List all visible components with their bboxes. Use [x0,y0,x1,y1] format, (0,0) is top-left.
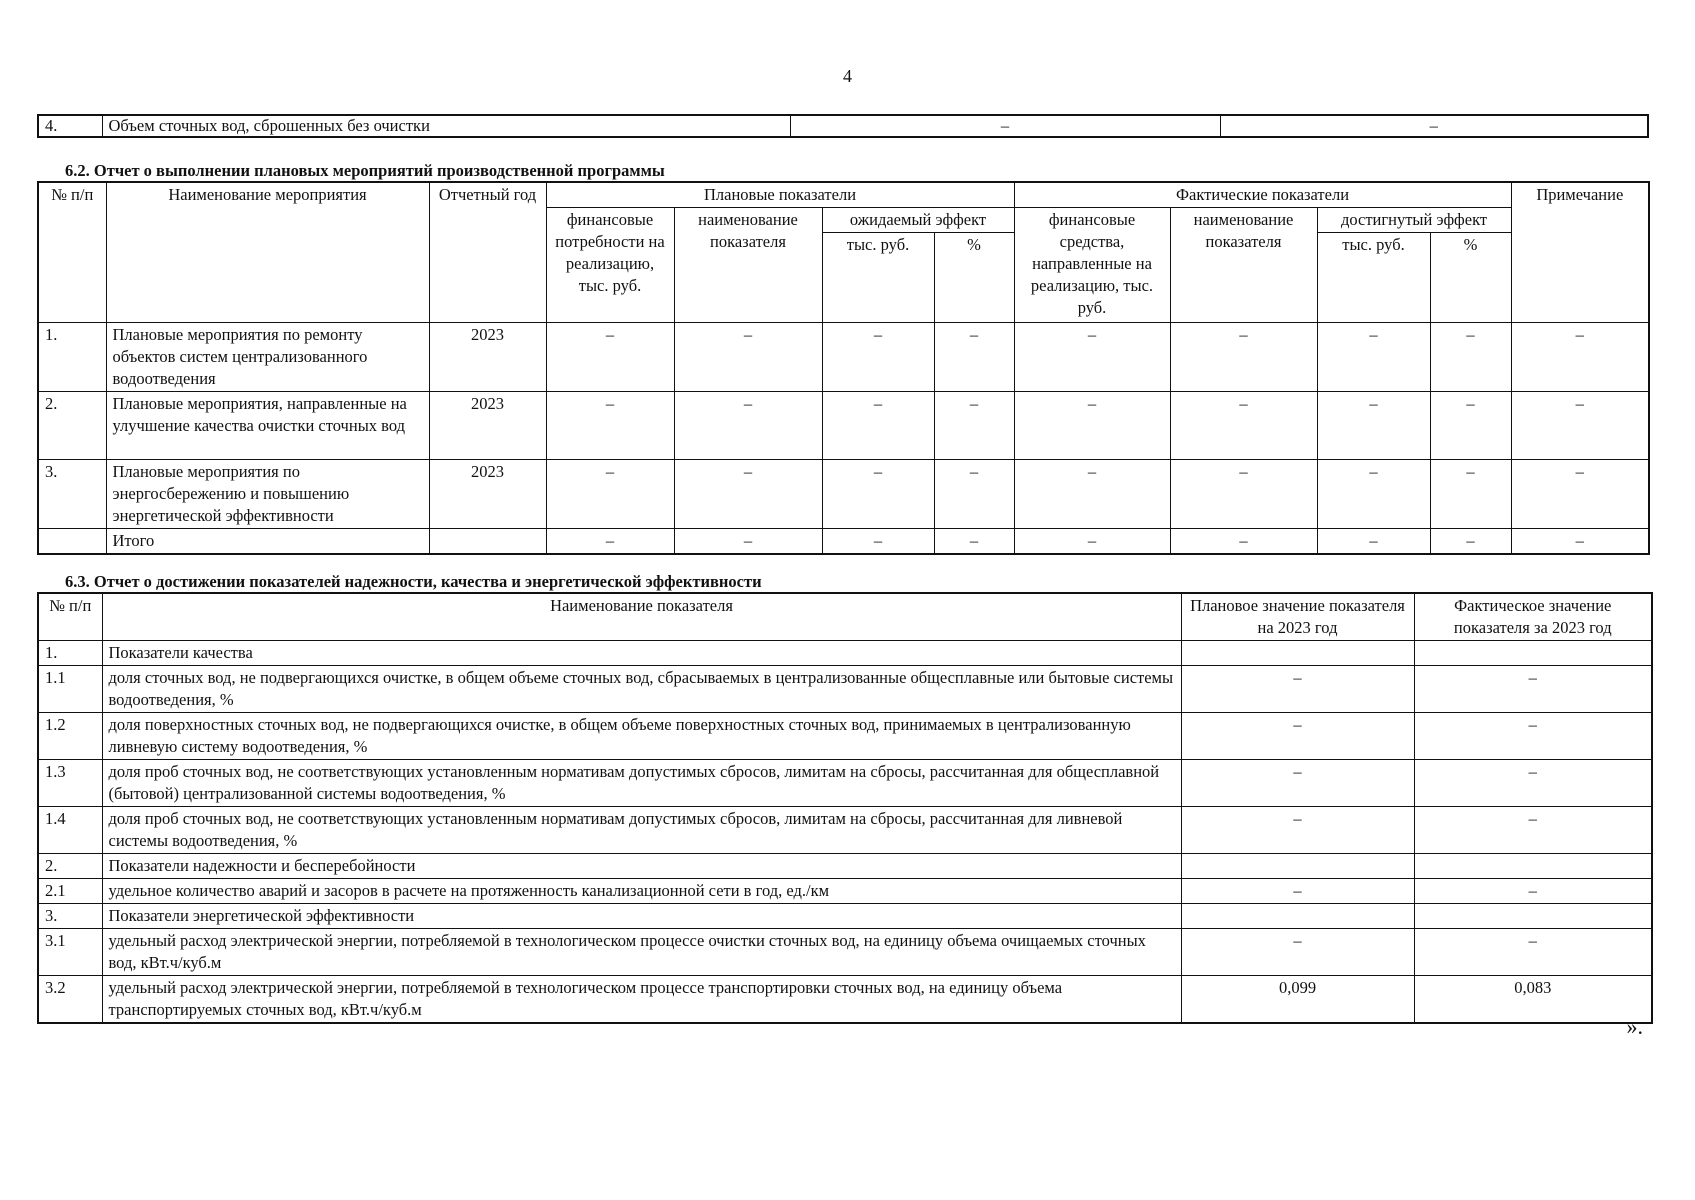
fact-value: 0,083 [1414,976,1652,1024]
cell: – [822,460,934,529]
col-name-header: Наименование показателя [102,593,1181,641]
fact-indicator-header: наименование показателя [1170,208,1317,323]
row-name: Показатели энергетической эффективности [102,904,1181,929]
row-number [38,529,106,555]
table-row [38,976,1652,1024]
fact-value [1414,854,1652,879]
col-name-header: Наименование мероприятия [106,182,429,323]
fact-value: – [1414,760,1652,807]
plan-value: – [1181,713,1414,760]
cell: – [1170,529,1317,555]
cell: – [674,323,822,392]
section-6-3-title: 6.3. Отчет о достижении показателей надежности, качества и энергетической эффективности [65,572,762,591]
plan-value: – [1181,879,1414,904]
row-year: 2023 [429,323,546,392]
cell: – [546,529,674,555]
table-row [38,904,1652,929]
page-number: 4 [843,66,852,86]
row-number: 2.1 [38,879,102,904]
row-name: доля сточных вод, не подвергающихся очистке, в общем объеме сточных вод, сбрасываемых в централизованные общесплавные или бытовые системы водоотведения, % [102,666,1181,713]
fact-value: – [1414,807,1652,854]
fact-value: – [1414,929,1652,976]
fact-value [1414,904,1652,929]
plan-effect-header: ожидаемый эффект [822,208,1014,233]
table-row [38,760,1652,807]
cell: – [1317,323,1430,392]
row-name: удельный расход электрической энергии, потребляемой в технологическом процессе очистки сточных вод, на единицу объема очищаемых сточных вод, кВт.ч/куб.м [102,929,1181,976]
cell: – [546,323,674,392]
plan-value: – [1181,760,1414,807]
table-row [38,323,1649,392]
cell: – [1430,323,1511,392]
cell: – [1317,529,1430,555]
cell: – [1511,323,1649,392]
row-number: 1. [38,641,102,666]
total-label: Итого [106,529,429,555]
table-row [38,929,1652,976]
row-name: Плановые мероприятия по ремонту объектов систем централизованного водоотведения [106,323,429,392]
plan-value: 0,099 [1181,976,1414,1024]
row-name: Плановые мероприятия, направленные на улучшение качества очистки сточных вод [106,392,429,460]
cell: – [546,460,674,529]
cell: – [674,460,822,529]
row-number: 1. [38,323,106,392]
cell: – [822,323,934,392]
row-number: 3. [38,460,106,529]
fact-fin-header: финансовые средства, направленные на реализацию, тыс. руб. [1014,208,1170,323]
plan-value: – [1181,807,1414,854]
row-name: доля поверхностных сточных вод, не подвергающихся очистке, в общем объеме поверхностных сточных вод, принимаемых в централизованную ливневую систему водоотведения, % [102,713,1181,760]
row-number: 2. [38,392,106,460]
cell: – [1430,460,1511,529]
actual-group-header: Фактические показатели [1014,182,1511,208]
row-number: 1.3 [38,760,102,807]
row-year: 2023 [429,460,546,529]
col-fact-header: Фактическое значение показателя за 2023 год [1414,593,1652,641]
row-number: 3. [38,904,102,929]
cell: – [1170,323,1317,392]
cell: – [934,323,1014,392]
row-year [429,529,546,555]
fact-effect-header: достигнутый эффект [1317,208,1511,233]
table-row [38,641,1652,666]
row-number: 1.1 [38,666,102,713]
cell: – [1430,392,1511,460]
cell: – [674,529,822,555]
plan-value [1181,641,1414,666]
cell: – [822,529,934,555]
fact-pct-header: % [1430,233,1511,323]
cell: – [1014,529,1170,555]
total-row [38,529,1649,555]
closing-quote-mark: ». [1626,1014,1643,1039]
wastewater-volume-table [37,114,1649,138]
table-row [38,854,1652,879]
row-name: Плановые мероприятия по энергосбережению и повышению энергетической эффективности [106,460,429,529]
section-6-2-title: 6.2. Отчет о выполнении плановых мероприятий производственной программы [65,161,665,180]
cell: – [934,392,1014,460]
cell: – [1014,392,1170,460]
cell: – [1014,460,1170,529]
cell: – [934,460,1014,529]
cell: – [1170,392,1317,460]
row-number: 4. [38,115,102,137]
cell: – [1511,392,1649,460]
row-name: доля проб сточных вод, не соответствующих установленным нормативам допустимых сбросов, лимитам на сбросы, рассчитанная для общесплавной (бытовой) централизованной системы водоотведения, % [102,760,1181,807]
cell: – [1317,460,1430,529]
plan-value: – [1181,666,1414,713]
row-name: удельный расход электрической энергии, потребляемой в технологическом процессе транспортировки сточных вод, на единицу объема транспортируемых сточных вод, кВт.ч/куб.м [102,976,1181,1024]
row-name: Показатели надежности и бесперебойности [102,854,1181,879]
planned-group-header: Плановые показатели [546,182,1014,208]
row-number: 3.1 [38,929,102,976]
table-row [38,115,1648,137]
table-row [38,392,1649,460]
row-number: 1.4 [38,807,102,854]
plan-fin-header: финансовые потребности на реализацию, тыс. руб. [546,208,674,323]
cell: – [1511,460,1649,529]
table-row [38,879,1652,904]
plan-value [1181,904,1414,929]
row-number: 1.2 [38,713,102,760]
fact-thous-header: тыс. руб. [1317,233,1430,323]
cell: – [1317,392,1430,460]
cell: – [1014,323,1170,392]
plan-value [1181,854,1414,879]
cell: – [934,529,1014,555]
fact-value: – [1414,879,1652,904]
table-row [38,460,1649,529]
cell: – [1511,529,1649,555]
planned-measures-table [37,181,1650,555]
col-note-header: Примечание [1511,182,1649,323]
fact-value: – [1414,713,1652,760]
row-number: 3.2 [38,976,102,1024]
cell: – [1170,460,1317,529]
cell: – [822,392,934,460]
col-num-header: № п/п [38,593,102,641]
col-plan-header: Плановое значение показателя на 2023 год [1181,593,1414,641]
row-number: 2. [38,854,102,879]
table-row [38,666,1652,713]
col-num-header: № п/п [38,182,106,323]
cell: – [674,392,822,460]
header-row [38,182,1649,208]
row-name: Показатели качества [102,641,1181,666]
fact-value [1414,641,1652,666]
indicators-table [37,592,1653,1024]
header-row [38,593,1652,641]
plan-thous-header: тыс. руб. [822,233,934,323]
table-row [38,713,1652,760]
row-name: доля проб сточных вод, не соответствующих установленным нормативам допустимых сбросов, лимитам на сбросы, рассчитанная для ливневой системы водоотведения, % [102,807,1181,854]
row-year: 2023 [429,392,546,460]
cell: – [1430,529,1511,555]
plan-value: – [1181,929,1414,976]
col-year-header: Отчетный год [429,182,546,323]
cell: – [546,392,674,460]
plan-indicator-header: наименование показателя [674,208,822,323]
row-name: удельное количество аварий и засоров в расчете на протяженность канализационной сети в год, ед./км [102,879,1181,904]
fact-value: – [1414,666,1652,713]
row-name: Объем сточных вод, сброшенных без очистки [102,115,790,137]
plan-pct-header: % [934,233,1014,323]
table-row [38,807,1652,854]
plan-value: – [790,115,1220,137]
fact-value: – [1220,115,1648,137]
